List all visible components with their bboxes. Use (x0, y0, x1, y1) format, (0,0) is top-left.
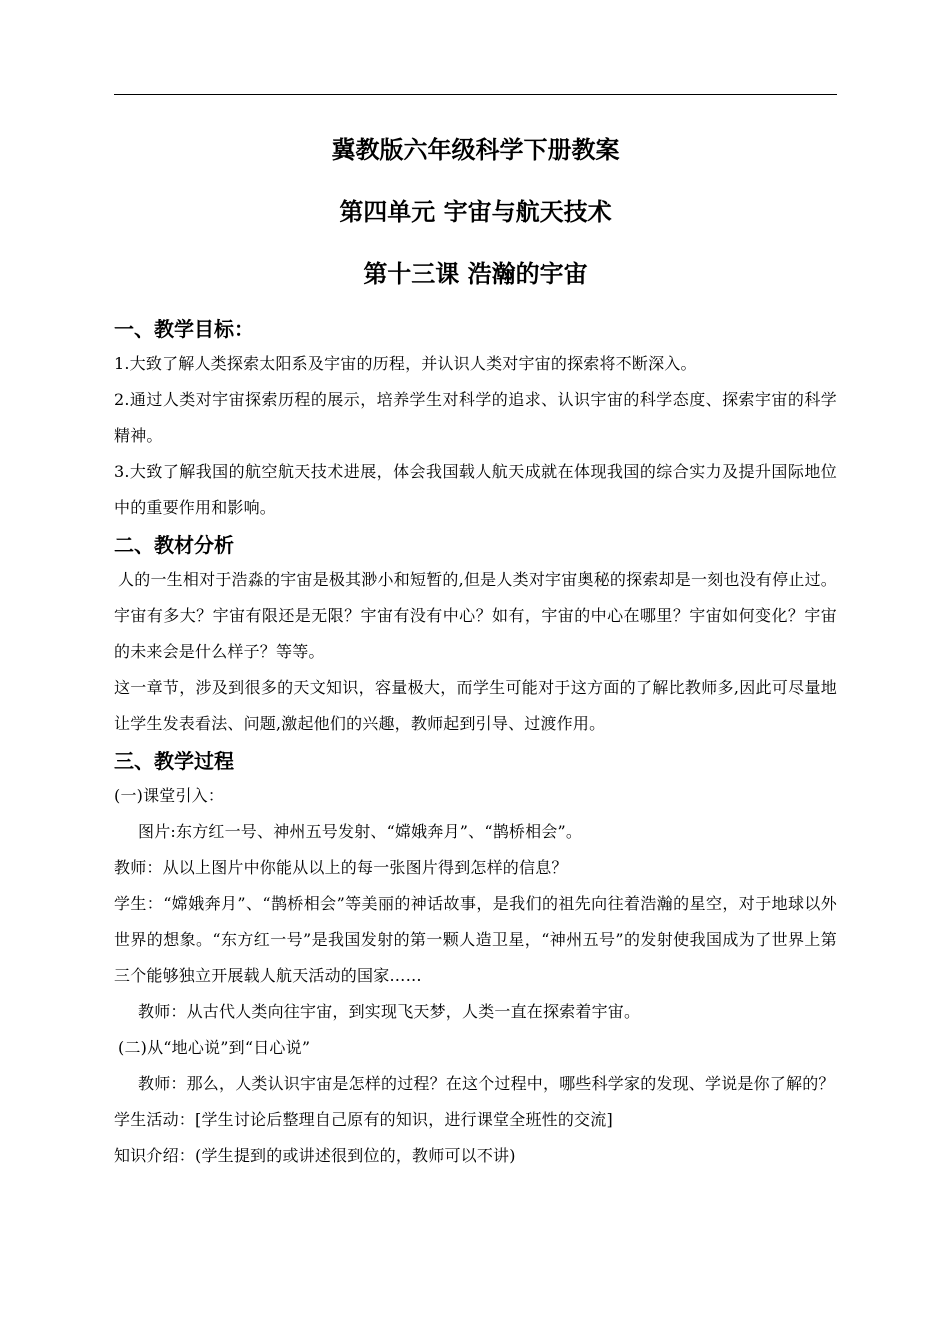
process-paragraph: 图片:东方红一号、神州五号发射、“嫦娥奔月”、“鹊桥相会”。 (138, 822, 583, 841)
process-paragraph: 学生活动：[学生讨论后整理自己原有的知识，进行课堂全班性的交流] (114, 1110, 613, 1129)
process-paragraph: 教师：从古代人类向往宇宙，到实现飞天梦，人类一直在探索着宇宙。 (138, 1002, 641, 1021)
section-heading-material-analysis: 二、教材分析 (114, 533, 234, 557)
lesson-title: 第十三课 浩瀚的宇宙 (363, 260, 588, 288)
goal-paragraph: 3.大致了解我国的航空航天技术进展，体会我国载人航天成就在体现我国的综合实力及提升国际地位中的重要作用和影响。 (114, 462, 837, 517)
process-paragraph: 教师：从以上图片中你能从以上的每一张图片得到怎样的信息？ (114, 858, 568, 877)
analysis-paragraph: 人的一生相对于浩淼的宇宙是极其渺小和短暂的,但是人类对宇宙奥秘的探索却是一刻也没有停止过。宇宙有多大？宇宙有限还是无限？宇宙有没有中心？如有，宇宙的中心在哪里？宇宙如何变化？宇宙的未来会是什么样子？等等。 (114, 570, 837, 661)
document-content (114, 126, 837, 1174)
header-rule (114, 94, 837, 95)
unit-title: 第四单元 宇宙与航天技术 (339, 198, 612, 226)
goal-paragraph: 2.通过人类对宇宙探索历程的展示，培养学生对科学的追求、认识宇宙的科学态度、探索宇宙的科学精神。 (114, 390, 837, 445)
section-heading-teaching-process: 三、教学过程 (114, 749, 234, 773)
process-paragraph: 知识介绍：(学生提到的或讲述很到位的，教师可以不讲) (114, 1146, 516, 1165)
process-paragraph: (一)课堂引入： (114, 786, 225, 805)
document-title: 冀教版六年级科学下册教案 (331, 136, 620, 164)
section-heading-teaching-goals: 一、教学目标： (114, 317, 254, 341)
process-paragraph: 学生：“嫦娥奔月”、“鹊桥相会”等美丽的神话故事，是我们的祖先向往着浩瀚的星空，对于地球以外世界的想象。“东方红一号”是我国发射的第一颗人造卫星，“神州五号”的发射使我国成为了世界上第三个能够独立开展载人航天活动的国家…… (114, 894, 837, 985)
analysis-paragraph: 这一章节，涉及到很多的天文知识，容量极大，而学生可能对于这方面的了解比教师多,因此可尽量地让学生发表看法、问题,激起他们的兴趣，教师起到引导、过渡作用。 (114, 678, 837, 733)
process-paragraph: 教师：那么，人类认识宇宙是怎样的过程？在这个过程中，哪些科学家的发现、学说是你了解的？ (138, 1074, 835, 1093)
goal-paragraph: 1.大致了解人类探索太阳系及宇宙的历程，并认识人类对宇宙的探索将不断深入。 (114, 354, 697, 373)
process-paragraph: (二)从“地心说”到“日心说” (118, 1038, 311, 1057)
